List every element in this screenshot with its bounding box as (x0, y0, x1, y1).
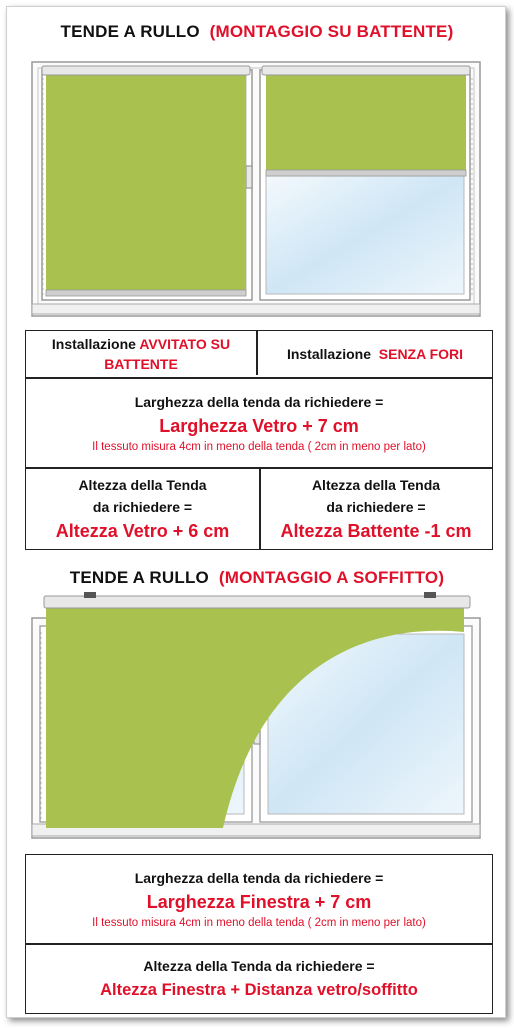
section1-title-prefix: TENDE A RULLO (60, 22, 200, 41)
roller-blind-icon (28, 592, 488, 846)
section1-title-suffix: (MONTAGGIO SU BATTENTE) (209, 22, 454, 41)
install-screwed-cell (26, 331, 256, 377)
install-right-highlight: SENZA FORI (378, 346, 464, 362)
ceiling-height-label: Altezza della Tenda da richiedere = (143, 958, 375, 974)
section1-title (0, 22, 514, 42)
width-note: Il tessuto misura 4cm in meno della tenda ( 2cm in meno per lato) (92, 440, 426, 453)
section2-title-prefix: TENDE A RULLO (69, 568, 209, 587)
ceiling-width-cell (26, 855, 492, 943)
height-right-formula: Altezza Battente -1 cm (280, 521, 472, 541)
height-right-label-1: Altezza della Tenda (311, 477, 441, 493)
window-illustration-icon (28, 58, 488, 320)
section2-title (0, 568, 514, 588)
section2-table (25, 854, 493, 1014)
install-left-highlight-2: BATTENTE (104, 356, 178, 372)
install-left-prefix: Installazione (51, 336, 136, 352)
install-left-highlight-1: AVVITATO SU (139, 336, 231, 352)
ceiling-height-formula: Altezza Finestra + Distanza vetro/soffitto (100, 981, 418, 999)
section2-title-suffix: (MONTAGGIO A SOFFITTO) (218, 568, 445, 587)
height-right-label-2: da richiedere = (326, 499, 426, 515)
height-left-cell (26, 468, 259, 550)
ceiling-height-cell (26, 944, 492, 1014)
width-formula: Larghezza Vetro + 7 cm (159, 415, 359, 436)
section1-table (25, 330, 493, 550)
install-right-prefix: Installazione (286, 346, 371, 362)
ceiling-width-label: Larghezza della tenda da richiedere = (134, 870, 384, 886)
width-cell (26, 378, 492, 467)
width-label: Larghezza della tenda da richiedere = (134, 393, 384, 410)
install-no-holes-cell (257, 331, 493, 377)
height-left-label-2: da richiedere = (92, 499, 193, 515)
ceiling-width-note: Il tessuto misura 4cm in meno della tenda ( 2cm in meno per lato) (92, 917, 426, 929)
height-left-label-1: Altezza della Tenda (78, 477, 207, 493)
height-left-formula: Altezza Vetro + 6 cm (55, 521, 230, 541)
ceiling-width-formula: Larghezza Finestra + 7 cm (146, 892, 372, 912)
height-right-cell (260, 468, 492, 550)
